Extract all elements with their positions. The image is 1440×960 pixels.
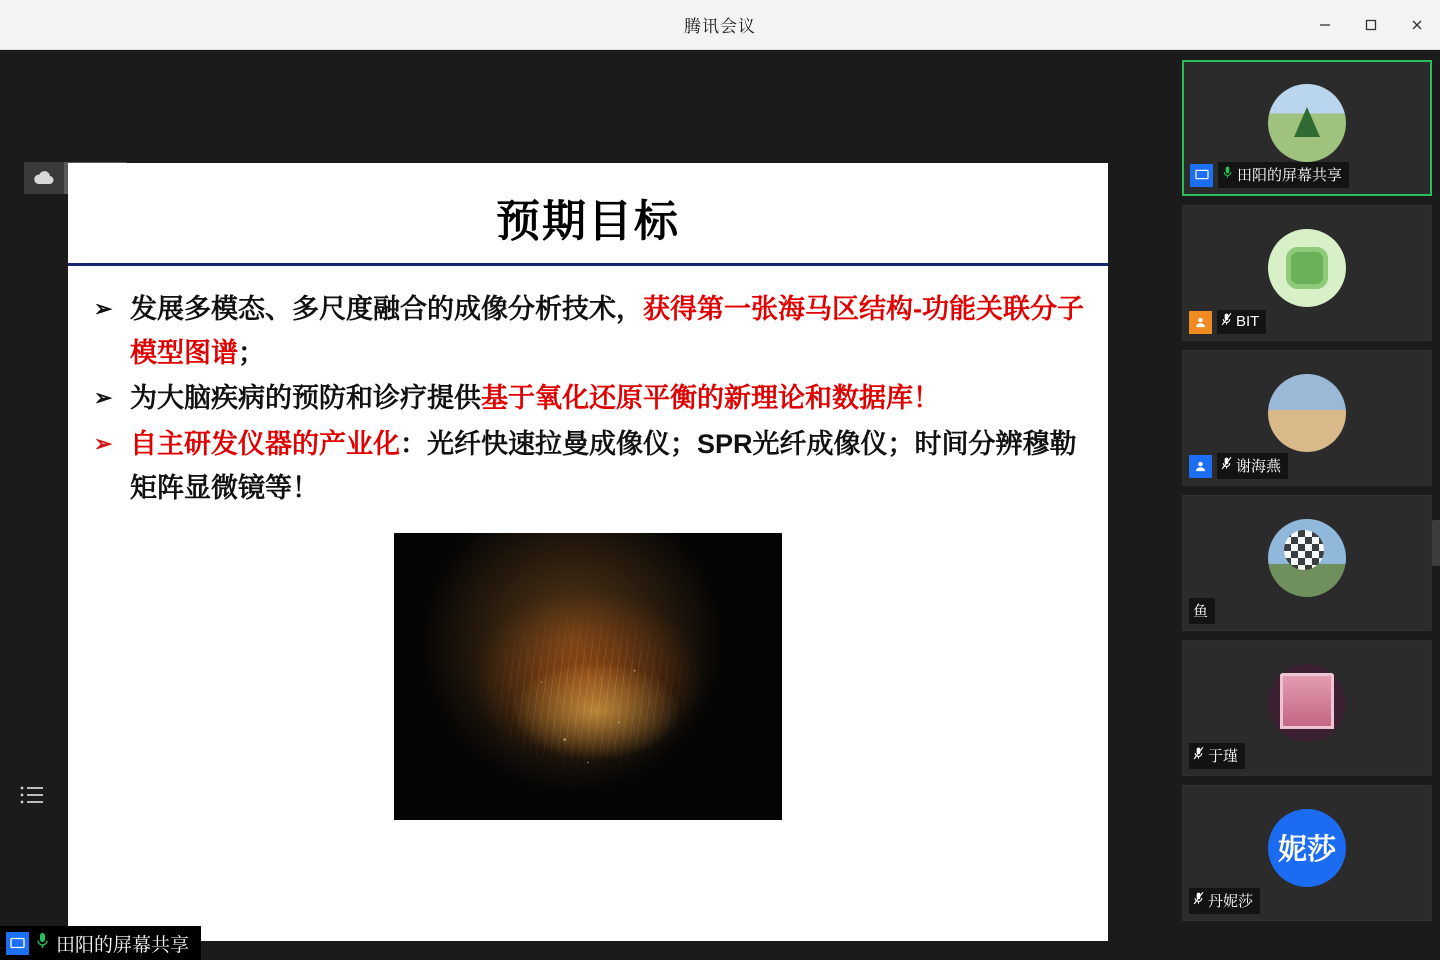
window-title: 腾讯会议 (684, 17, 756, 36)
maximize-button[interactable] (1348, 0, 1394, 50)
participant-footer-5 (1189, 888, 1260, 914)
microphone-muted-icon (1193, 746, 1204, 765)
microphone-muted-icon (1193, 891, 1204, 910)
participant-tile-3[interactable] (1182, 495, 1432, 631)
bullet-text-2 (130, 377, 1090, 421)
participant-footer-0 (1190, 162, 1349, 188)
microphone-icon (35, 931, 50, 956)
participant-tile-0[interactable] (1182, 60, 1432, 196)
avatar (1268, 84, 1346, 162)
microphone-muted-icon (1221, 456, 1232, 475)
slide-title: 预期目标 (496, 197, 680, 246)
participant-name-chip-1 (1217, 310, 1266, 334)
participant-tile-1[interactable] (1182, 205, 1432, 341)
list-view-icon[interactable] (18, 780, 46, 810)
bullet-marker-icon: ➢ (94, 385, 113, 411)
title-bar (0, 0, 1440, 50)
bullet-1-segment-2: 获得第一张海马区结构-功能关联分子模型图谱 (130, 294, 1084, 368)
participant-tile-2[interactable] (1182, 350, 1432, 486)
participant-name-4: 于瑾 (1208, 748, 1239, 765)
bullet-2-segment-2: 基于氧化还原平衡的新理论和数据库！ (481, 383, 940, 414)
bullet-3-segment-2: ：光纤快速拉曼成像仪；SPR光纤成像仪；时间分辨穆勒矩阵显微镜等！ (130, 429, 1077, 503)
avatar (1268, 229, 1346, 307)
slide-figure-image (394, 533, 782, 820)
microphone-icon (1222, 165, 1233, 184)
meeting-body (0, 50, 1440, 960)
participant-footer-4 (1189, 743, 1245, 769)
presentation-slide (68, 163, 1108, 941)
participant-name-chip-4 (1189, 743, 1245, 769)
bullet-text-3 (130, 423, 1090, 510)
cloud-recording-icon (24, 162, 64, 194)
participant-tile-4[interactable] (1182, 640, 1432, 776)
participant-name-chip-2 (1217, 453, 1288, 479)
avatar (1268, 809, 1346, 887)
slide-bullet-3 (94, 423, 1090, 510)
participant-name-5: 丹妮莎 (1208, 893, 1254, 910)
participant-footer-2 (1189, 453, 1288, 479)
person-icon (1189, 455, 1212, 478)
close-button[interactable] (1394, 0, 1440, 50)
avatar (1268, 664, 1346, 742)
participant-name-chip-0 (1218, 162, 1349, 188)
bullet-3-segment-1: 自主研发仪器的产业化 (130, 429, 400, 460)
screen-share-status-bar (0, 926, 201, 960)
bullet-1-segment-1: 发展多模态、多尺度融合的成像分析技术， (130, 294, 643, 324)
participant-rail[interactable] (1174, 50, 1440, 960)
bullet-1-segment-3: ； (238, 337, 265, 368)
avatar (1268, 519, 1346, 597)
participant-name-chip-3 (1189, 598, 1215, 624)
avatar-initials: 妮莎 (1277, 834, 1336, 867)
participant-rail-scrollbar[interactable] (1432, 520, 1440, 566)
window-controls (1302, 0, 1440, 50)
screen-share-icon (6, 932, 29, 955)
slide-bullet-list (68, 266, 1108, 511)
avatar (1268, 374, 1346, 452)
participant-footer-1 (1189, 310, 1266, 334)
participant-name-0: 田阳的屏幕共享 (1237, 167, 1343, 184)
participant-name-2: 谢海燕 (1236, 458, 1282, 475)
bullet-marker-icon: ➢ (94, 431, 113, 457)
person-icon (1189, 311, 1212, 334)
sharer-name-label: 田阳的屏幕共享 (56, 934, 190, 956)
bullet-2-segment-1: 为大脑疾病的预防和诊疗提供 (130, 383, 481, 414)
participant-name-1: BIT (1236, 313, 1260, 330)
shared-screen-stage[interactable] (0, 50, 1174, 960)
participant-name-3: 鱼 (1193, 603, 1209, 620)
participant-name-chip-5 (1189, 888, 1260, 914)
participant-tile-5[interactable] (1182, 785, 1432, 921)
minimize-button[interactable] (1302, 0, 1348, 50)
bullet-marker-icon: ➢ (94, 296, 113, 321)
participant-footer-3 (1189, 598, 1215, 624)
microphone-muted-icon (1221, 312, 1232, 331)
slide-bullet-1 (94, 288, 1090, 375)
screen-share-icon (1190, 164, 1213, 187)
bullet-text-1 (130, 288, 1090, 375)
slide-bullet-2 (94, 377, 1090, 421)
